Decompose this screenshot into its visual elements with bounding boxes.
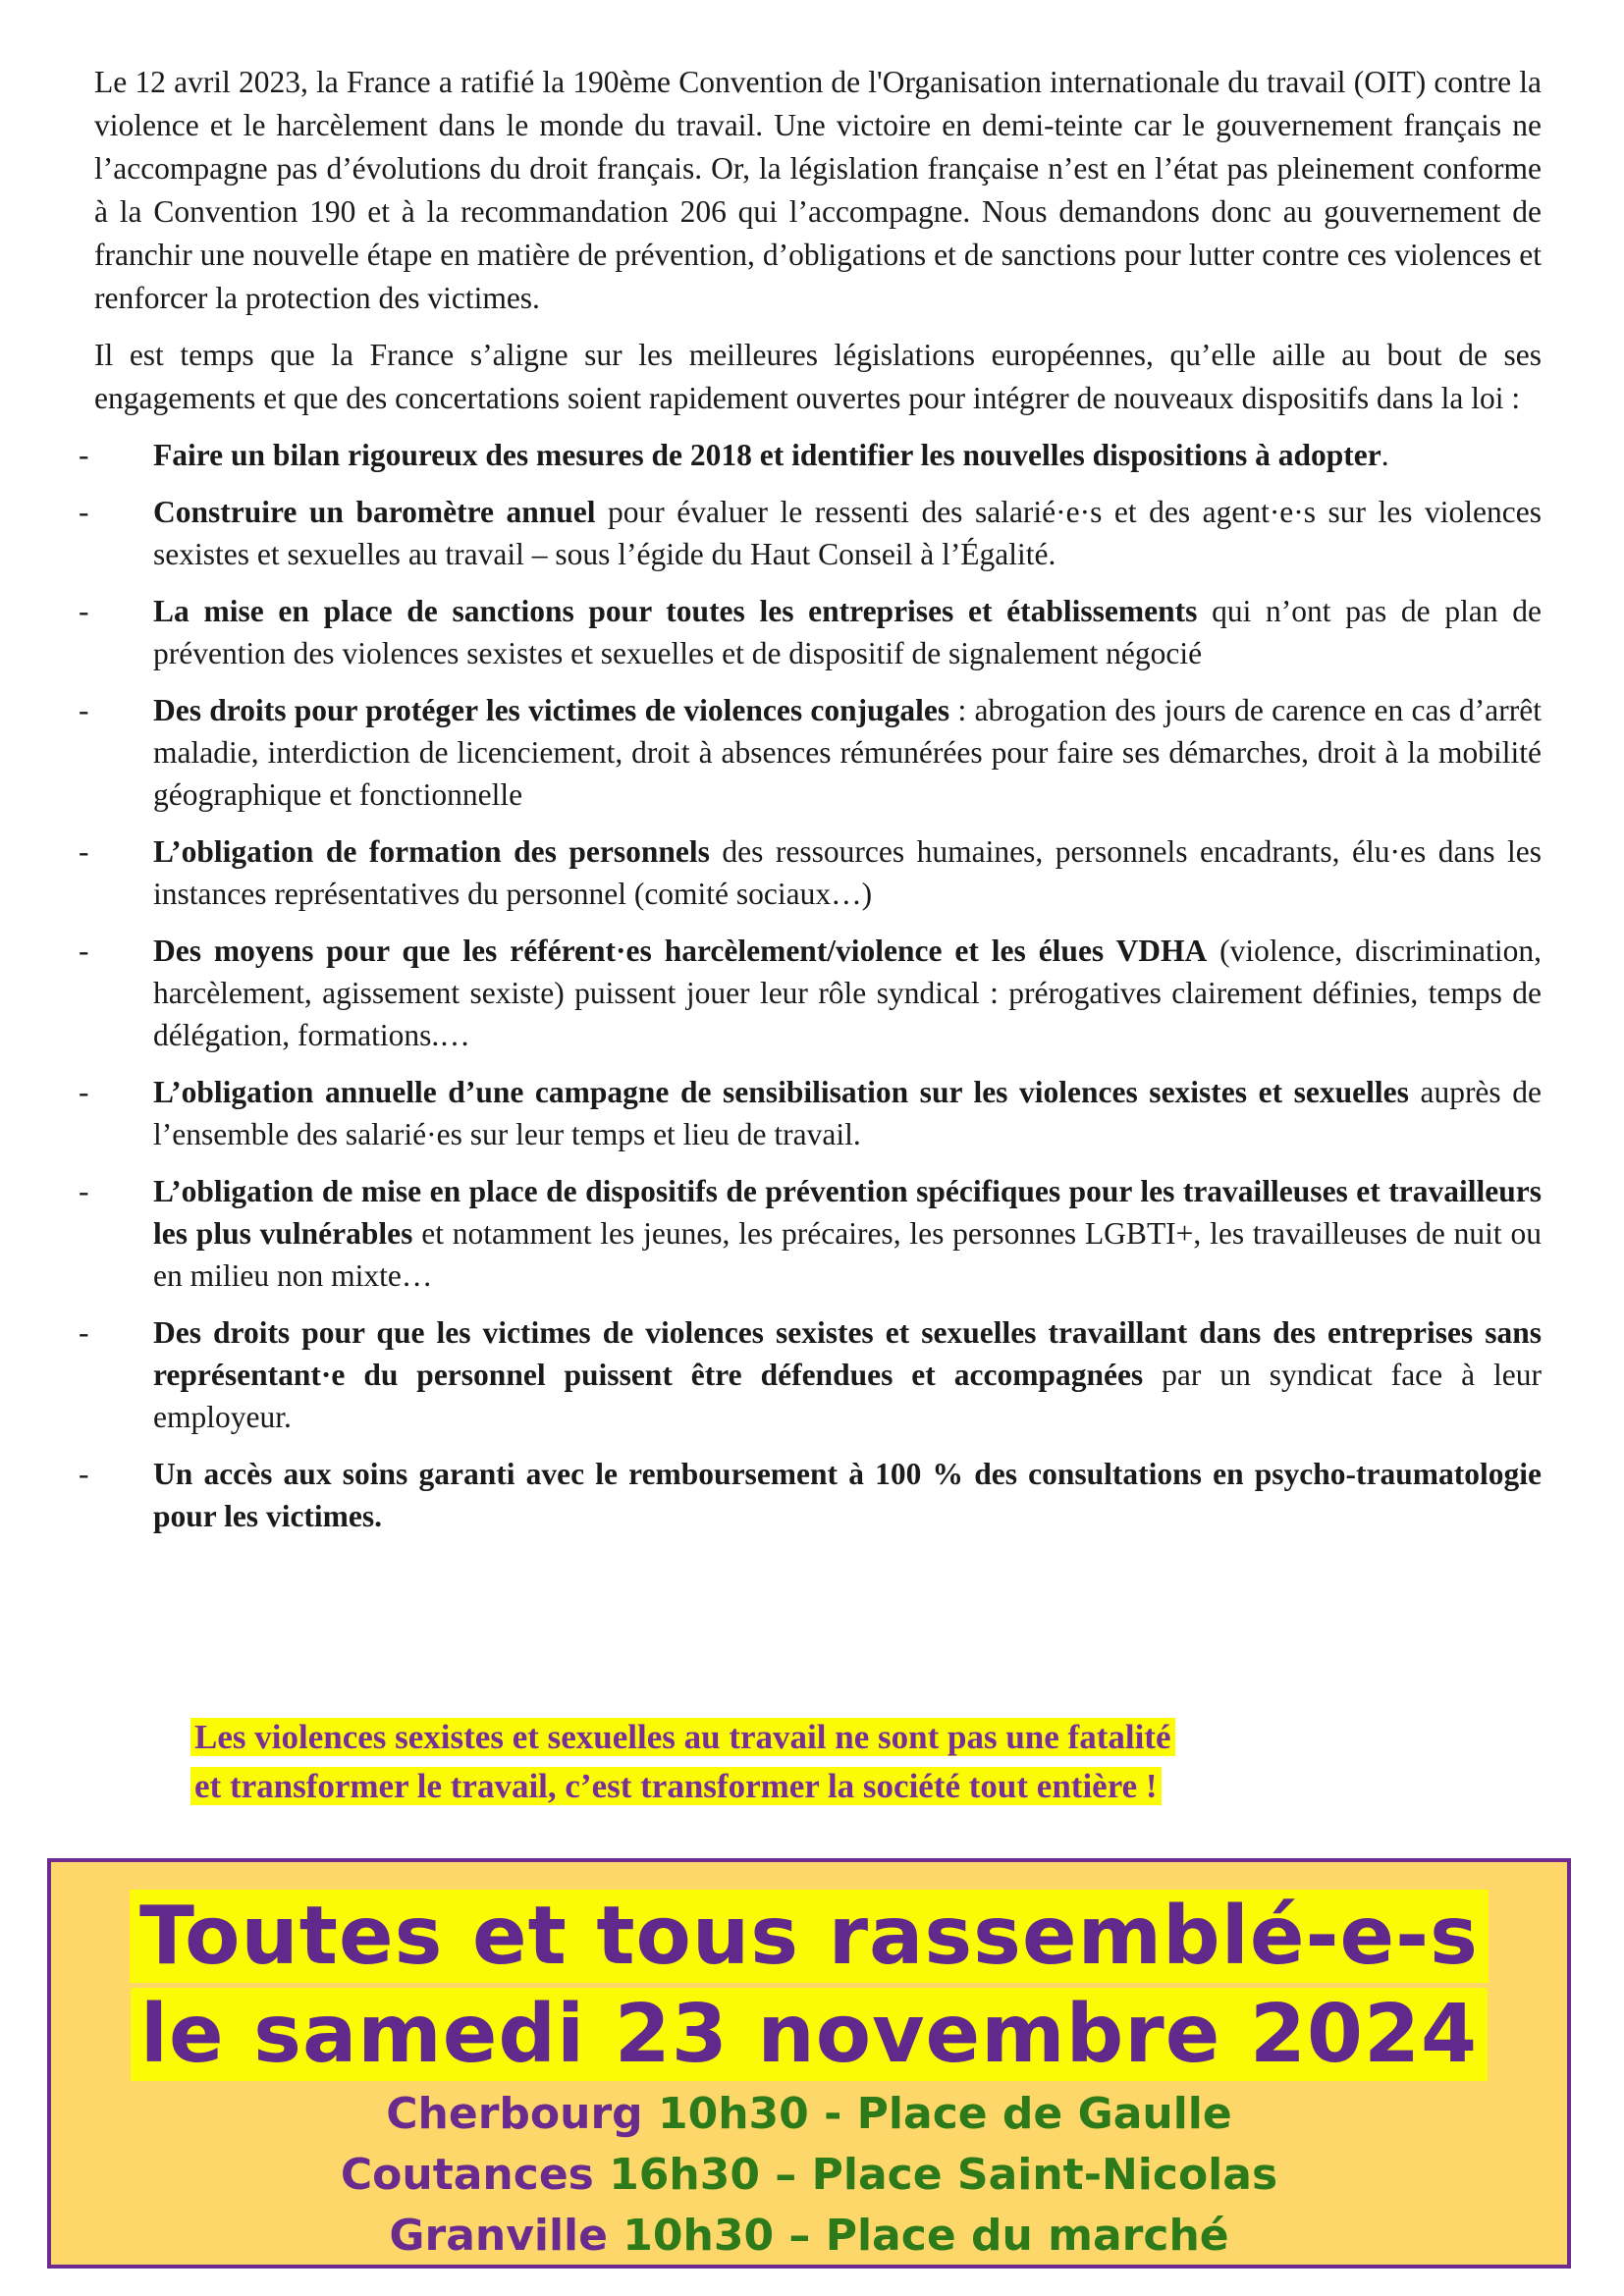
list-item <box>79 830 1542 915</box>
demand-bold: Des droits pour que les victimes de violences sexistes et sexuelles travaillant dans des entreprises sans représentant·e du personnel puissent être défendues et accompagnées <box>153 1315 1542 1392</box>
bullet-dash: - <box>79 594 89 628</box>
bullet-dash: - <box>79 1315 89 1350</box>
location-row <box>51 2206 1567 2267</box>
list-item <box>79 491 1542 575</box>
bullet-dash: - <box>79 1075 89 1109</box>
event-title-line-1: Toutes et tous rassemblé-e-s <box>130 1890 1489 1983</box>
demand-text: . <box>1380 438 1389 472</box>
demand-bold: L’obligation de formation des personnels <box>153 834 710 869</box>
demands-list <box>79 434 1542 1537</box>
bullet-dash: - <box>79 495 89 529</box>
location-details: 16h30 – Place Saint-Nicolas <box>609 2150 1278 2200</box>
demand-text: pour évaluer le ressenti des salarié·e·s et des agent·e·s sur les violences sexistes et sexuelles au travail – sous l’égide du Haut Conseil à l’Égalité. <box>153 495 1542 571</box>
location-city: Cherbourg <box>386 2089 658 2139</box>
location-row <box>51 2145 1567 2206</box>
demand-text: et notamment les jeunes, les précaires, les personnes LGBTI+, les travailleuses de nuit ou en milieu non mixte… <box>153 1216 1542 1293</box>
location-details: 10h30 – Place du marché <box>623 2211 1229 2261</box>
demand-bold: Des moyens pour que les référent·es harcèlement/violence et les élues VDHA <box>153 934 1208 968</box>
event-date: le samedi 23 novembre 2024 <box>131 1988 1488 2081</box>
demand-bold: La mise en place de sanctions pour toutes les entreprises et établissements <box>153 594 1198 628</box>
bullet-dash: - <box>79 1174 89 1208</box>
event-announcement-box <box>47 1858 1571 2269</box>
demand-text: des ressources humaines, personnels encadrants, élu·es dans les instances représentatives du personnel (comité sociaux…) <box>153 834 1542 911</box>
list-item <box>79 1453 1542 1537</box>
demand-text: (violence, discrimination, harcèlement, agissement sexiste) puissent jouer leur rôle syndical : prérogatives clairement définies, temps de délégation, formations.… <box>153 934 1542 1052</box>
list-item <box>79 1311 1542 1438</box>
bullet-dash: - <box>79 934 89 968</box>
document-body <box>79 61 1542 1552</box>
list-item <box>79 1071 1542 1155</box>
bullet-dash: - <box>79 693 89 727</box>
location-details: 10h30 - Place de Gaulle <box>657 2089 1232 2139</box>
demand-bold: L’obligation de mise en place de dispositifs de prévention spécifiques pour les travailleuses et travailleurs les plus vulnérables <box>153 1174 1542 1251</box>
highlighted-callout <box>190 1713 1175 1811</box>
demand-bold: Un accès aux soins garanti avec le remboursement à 100 % des consultations en psycho-traumatologie pour les victimes. <box>153 1457 1542 1533</box>
callout-line-2: et transformer le travail, c’est transformer la société tout entière ! <box>190 1767 1162 1805</box>
demand-bold: L’obligation annuelle d’une campagne de sensibilisation sur les violences sexistes et sexuelles <box>153 1075 1409 1109</box>
demand-text: : abrogation des jours de carence en cas d’arrêt maladie, interdiction de licenciement, droit à absences rémunérées pour faire ses démarches, droit à la mobilité géographique et fonctionnelle <box>153 693 1542 812</box>
intro-paragraph-1: Le 12 avril 2023, la France a ratifié la 190ème Convention de l'Organisation internationale du travail (OIT) contre la violence et le harcèlement dans le monde du travail. Une victoire en demi-teinte car le gouvernement français ne l’accompagne pas d’évolutions du droit français. Or, la législation française n’est en l’état pas pleinement conforme à la Convention 190 et à la recommandation 206 qui l’accompagne. Nous demandons donc au gouvernement de franchir une nouvelle étape en matière de prévention, d’obligations et de sanctions pour lutter contre ces violences et renforcer la protection des victimes. <box>94 65 1542 315</box>
location-city: Granville <box>389 2211 623 2261</box>
list-item <box>79 930 1542 1056</box>
bullet-dash: - <box>79 1457 89 1491</box>
demand-text: qui n’ont pas de plan de prévention des violences sexistes et sexuelles et de dispositif de signalement négocié <box>153 594 1542 670</box>
list-item <box>79 1170 1542 1297</box>
location-row <box>51 2084 1567 2145</box>
demand-text: par un syndicat face à leur employeur. <box>153 1358 1542 1434</box>
bullet-dash: - <box>79 834 89 869</box>
demand-bold: Faire un bilan rigoureux des mesures de 2018 et identifier les nouvelles dispositions à adopter <box>153 438 1381 472</box>
bullet-dash: - <box>79 438 89 472</box>
intro-paragraph-2: Il est temps que la France s’aligne sur les meilleures législations européennes, qu’elle aille au bout de ses engagements et que des concertations soient rapidement ouvertes pour intégrer de nouveaux dispositifs dans la loi : <box>94 338 1542 415</box>
list-item <box>79 590 1542 674</box>
list-item <box>79 689 1542 816</box>
demand-bold: Des droits pour protéger les victimes de violences conjugales <box>153 693 950 727</box>
list-item <box>79 434 1542 476</box>
demand-bold: Construire un baromètre annuel <box>153 495 596 529</box>
callout-line-1: Les violences sexistes et sexuelles au travail ne sont pas une fatalité <box>190 1718 1175 1756</box>
demand-text: auprès de l’ensemble des salarié·es sur leur temps et lieu de travail. <box>153 1075 1542 1151</box>
location-city: Coutances <box>340 2150 610 2200</box>
